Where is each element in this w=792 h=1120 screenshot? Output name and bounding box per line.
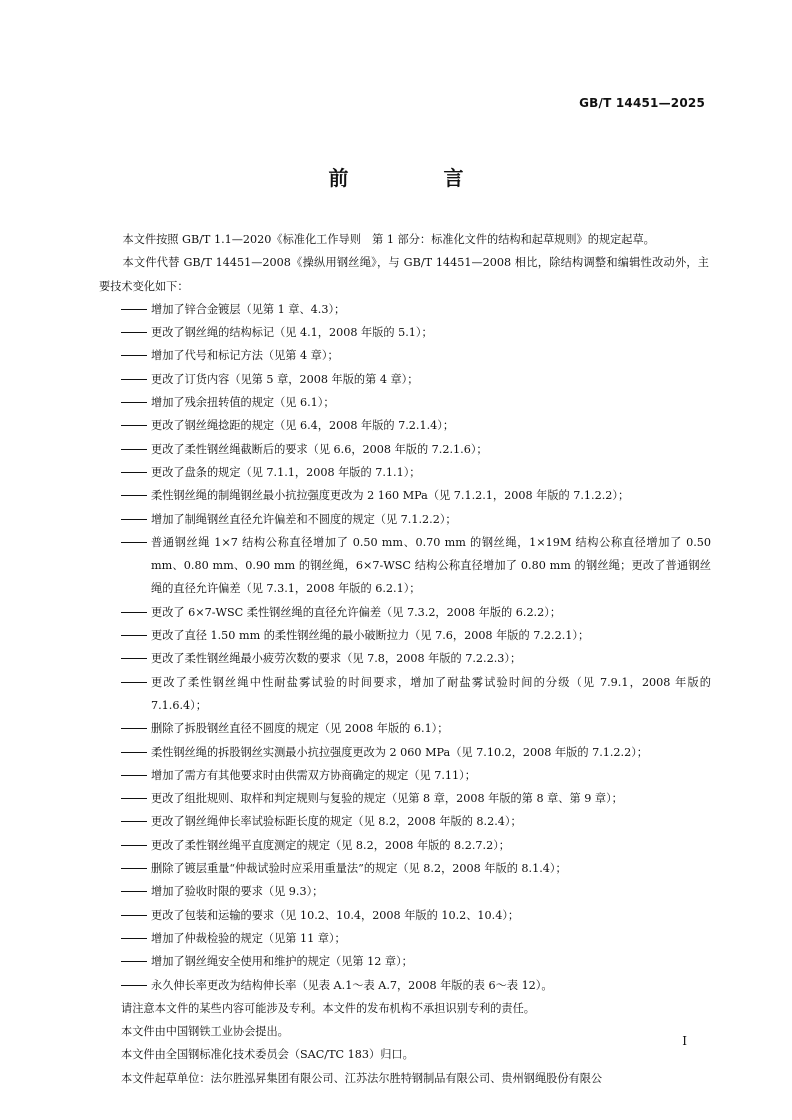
list-item: 删除了镀层重量“仲裁试验时应采用重量法”的规定（见 8.2，2008 年版的 8.1.4）； [121,857,711,880]
dash-icon [121,379,147,380]
list-item: 增加了仲裁检验的规定（见第 11 章）； [121,927,711,950]
list-item: 增加了锌合金镀层（见第 1 章、4.3）； [121,298,711,321]
dash-icon [121,798,147,799]
dash-icon [121,635,147,636]
list-item: 增加了残余扭转值的规定（见 6.1）； [121,391,711,414]
list-item: 增加了钢丝绳安全使用和维护的规定（见第 12 章）； [121,950,711,973]
list-item: 更改了包装和运输的要求（见 10.2、10.4，2008 年版的 10.2、10.4）； [121,904,711,927]
list-item: 更改了组批规则、取样和判定规则与复验的规定（见第 8 章，2008 年版的第 8 章、第 9 章）； [121,787,711,810]
dash-icon [121,821,147,822]
dash-icon [121,915,147,916]
dash-icon [121,519,147,520]
list-item: 更改了柔性钢丝绳中性耐盐雾试验的时间要求，增加了耐盐雾试验时间的分级（见 7.9.1，2008 年版的 7.1.6.4）； [121,671,711,718]
dash-icon [121,472,147,473]
list-item: 更改了盘条的规定（见 7.1.1，2008 年版的 7.1.1）； [121,461,711,484]
standard-code: GB/T 14451—2025 [579,96,705,110]
list-item: 增加了验收时限的要求（见 9.3）； [121,880,711,903]
dash-icon [121,728,147,729]
intro-paragraph-2: 本文件代替 GB/T 14451—2008《操纵用钢丝绳》，与 GB/T 14451—2008 相比，除结构调整和编辑性改动外，主要技术变化如下： [99,256,709,293]
document-body [99,228,711,1090]
dash-icon [121,682,147,683]
list-item: 柔性钢丝绳的制绳钢丝最小抗拉强度更改为 2 160 MPa（见 7.1.2.1，2008 年版的 7.1.2.2）； [121,484,711,507]
list-item: 更改了柔性钢丝绳平直度测定的规定（见 8.2，2008 年版的 8.2.7.2）； [121,834,711,857]
dash-icon [121,449,147,450]
dash-icon [121,961,147,962]
dash-icon [121,309,147,310]
dash-icon [121,752,147,753]
page-number: I [682,1034,687,1048]
list-item: 永久伸长率更改为结构伸长率（见表 A.1～表 A.7，2008 年版的表 6～表 12）。 [121,974,711,997]
dash-icon [121,542,147,543]
list-item: 增加了制绳钢丝直径允许偏差和不圆度的规定（见 7.1.2.2）； [121,508,711,531]
intro-paragraph-1: 本文件按照 GB/T 1.1—2020《标准化工作导则 第 1 部分：标准化文件的结构和起草规则》的规定起草。 [122,233,655,246]
closing-paragraph-3: 本文件由全国钢标准化技术委员会（SAC/TC 183）归口。 [121,1048,414,1062]
dash-icon [121,495,147,496]
dash-icon [121,891,147,892]
dash-icon [121,868,147,869]
dash-icon [121,402,147,403]
list-item: 普通钢丝绳 1×7 结构公称直径增加了 0.50 mm、0.70 mm 的钢丝绳，1×19M 结构公称直径增加了 0.50 mm、0.80 mm、0.90 mm 的钢丝绳，6×7-WSC 结构公称直径增加了 0.80 mm 的钢丝绳；更改了普通钢丝绳的直径允许偏差（见 7.3.1，2008 年版的 6.2.1）； [121,531,711,601]
dash-icon [121,332,147,333]
dash-icon [121,985,147,986]
list-item: 删除了拆股钢丝直径不圆度的规定（见 2008 年版的 6.1）； [121,717,711,740]
dash-icon [121,845,147,846]
list-item: 更改了钢丝绳的结构标记（见 4.1，2008 年版的 5.1）； [121,321,711,344]
list-item: 更改了 6×7-WSC 柔性钢丝绳的直径允许偏差（见 7.3.2，2008 年版的 6.2.2）； [121,601,711,624]
list-item: 增加了需方有其他要求时由供需双方协商确定的规定（见 7.11）； [121,764,711,787]
list-item: 更改了订货内容（见第 5 章，2008 年版的第 4 章）； [121,368,711,391]
list-item: 更改了柔性钢丝绳最小疲劳次数的要求（见 7.8，2008 年版的 7.2.2.3）； [121,647,711,670]
closing-paragraph-1: 请注意本文件的某些内容可能涉及专利。本文件的发布机构不承担识别专利的责任。 [121,1001,535,1015]
dash-icon [121,612,147,613]
dash-icon [121,425,147,426]
list-item: 更改了钢丝绳捻距的规定（见 6.4，2008 年版的 7.2.1.4）； [121,414,711,437]
list-item: 增加了代号和标记方法（见第 4 章）； [121,344,711,367]
list-item: 柔性钢丝绳的拆股钢丝实测最小抗拉强度更改为 2 060 MPa（见 7.10.2，2008 年版的 7.1.2.2）； [121,741,711,764]
changes-list [121,298,711,997]
closing-paragraph-2: 本文件由中国钢铁工业协会提出。 [121,1025,289,1039]
dash-icon [121,658,147,659]
closing-paragraph-4: 本文件起草单位：法尔胜泓昇集团有限公司、江苏法尔胜特钢制品有限公司、贵州钢绳股份有限公 [121,1071,603,1085]
list-item: 更改了钢丝绳伸长率试验标距长度的规定（见 8.2，2008 年版的 8.2.4）； [121,810,711,833]
dash-icon [121,355,147,356]
list-item: 更改了直径 1.50 mm 的柔性钢丝绳的最小破断拉力（见 7.6，2008 年版的 7.2.2.1）； [121,624,711,647]
dash-icon [121,938,147,939]
list-item: 更改了柔性钢丝绳截断后的要求（见 6.6，2008 年版的 7.2.1.6）； [121,438,711,461]
dash-icon [121,775,147,776]
page-title: 前 言 [328,166,508,190]
